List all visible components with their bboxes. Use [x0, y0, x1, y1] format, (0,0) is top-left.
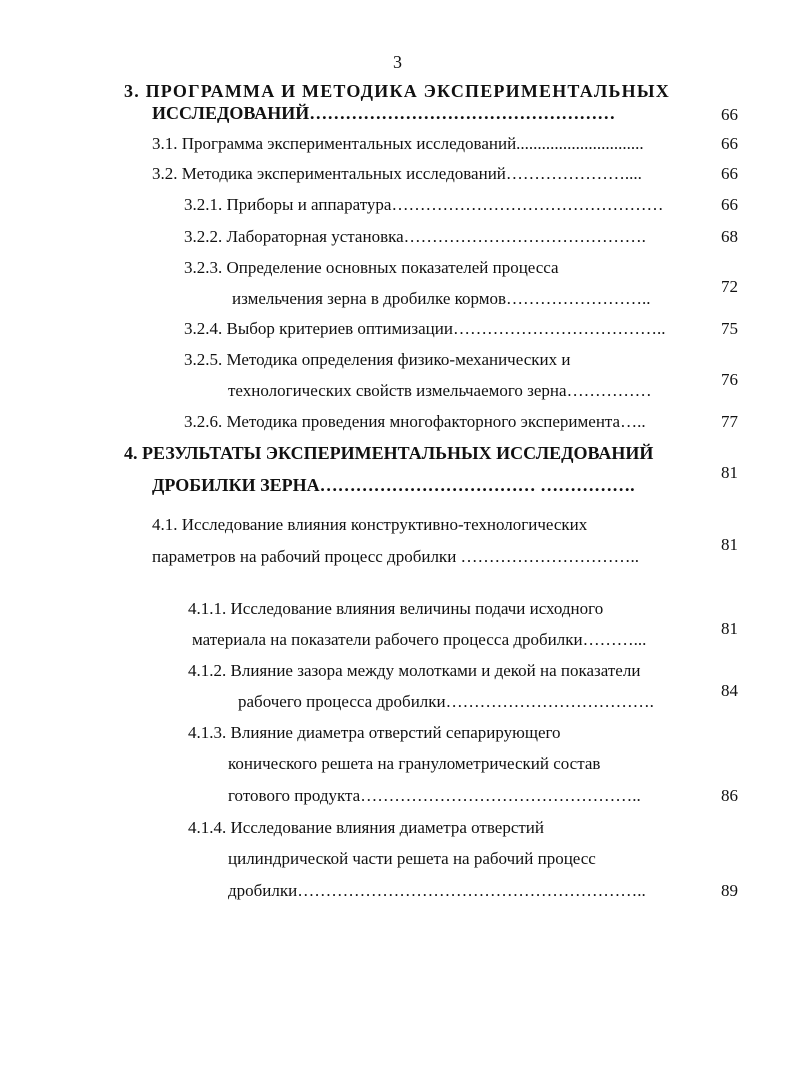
- toc-entry-3-2-5-page: 76: [721, 370, 738, 389]
- toc-entry-3-2-5-line2: технологических свойств измельчаемого зерна……………: [228, 381, 652, 400]
- toc-entry-4-1-3-page: 86: [721, 786, 738, 805]
- toc-entry-3-2-6-page: 77: [721, 412, 738, 431]
- toc-entry-3-2-4: 3.2.4. Выбор критериев оптимизации………………………………..: [184, 319, 666, 338]
- toc-entry-4-1-line1: 4.1. Исследование влияния конструктивно-технологических: [152, 515, 588, 534]
- toc-entry-4-1-line2: параметров на рабочий процесс дробилки …………………………..: [152, 547, 640, 566]
- toc-entry-4-1-4-line1: 4.1.4. Исследование влияния диаметра отверстий: [188, 818, 545, 837]
- toc-entry-4-1-2-line2: рабочего процесса дробилки……………………………….: [238, 692, 654, 711]
- toc-entry-3-2: 3.2. Методика экспериментальных исследований…………………....: [152, 164, 642, 183]
- toc-entry-3-2-2-page: 68: [721, 227, 738, 246]
- toc-entry-3-title-line1: 3. ПРОГРАММА И МЕТОДИКА ЭКСПЕРИМЕНТАЛЬНЫХ: [124, 81, 670, 101]
- toc-entry-3-title-line2: ИССЛЕДОВАНИЙ……………………………………………: [152, 103, 616, 123]
- toc-entry-3-2-5-line1: 3.2.5. Методика определения физико-механических и: [184, 350, 571, 369]
- toc-entry-4-1-3-line3: готового продукта…………………………………………..: [228, 786, 641, 805]
- toc-entry-3-2-page: 66: [721, 164, 738, 183]
- toc-entry-3-2-6: 3.2.6. Методика проведения многофакторного эксперимента…..: [184, 412, 646, 431]
- toc-entry-4-1-4-line2: цилиндрической части решета на рабочий процесс: [228, 849, 596, 868]
- toc-entry-4-title-line1: 4. РЕЗУЛЬТАТЫ ЭКСПЕРИМЕНТАЛЬНЫХ ИССЛЕДОВАНИЙ: [124, 443, 654, 463]
- toc-entry-3-2-1: 3.2.1. Приборы и аппаратура…………………………………………: [184, 195, 664, 214]
- toc-entry-3-1-page: 66: [721, 134, 738, 153]
- toc-entry-4-page: 81: [721, 463, 738, 482]
- toc-entry-3-2-4-page: 75: [721, 319, 738, 338]
- toc-entry-3-2-3-page: 72: [721, 277, 738, 296]
- toc-entry-4-1-2-line1: 4.1.2. Влияние зазора между молотками и декой на показатели: [188, 661, 641, 680]
- toc-entry-4-1-3-line2: конического решета на гранулометрический состав: [228, 754, 601, 773]
- toc-entry-4-1-1-line1: 4.1.1. Исследование влияния величины подачи исходного: [188, 599, 604, 618]
- toc-entry-4-1-4-line3: дробилки……………………………………………………..: [228, 881, 646, 900]
- toc-entry-4-1-1-page: 81: [721, 619, 738, 638]
- toc-entry-3-2-1-page: 66: [721, 195, 738, 214]
- toc-entry-4-1-page: 81: [721, 535, 738, 554]
- toc-entry-3-page: 66: [721, 105, 738, 124]
- toc-entry-3-2-3-line1: 3.2.3. Определение основных показателей процесса: [184, 258, 559, 277]
- toc-entry-4-1-1-line2: материала на показатели рабочего процесса дробилки………...: [192, 630, 647, 649]
- toc-entry-4-title-line2: ДРОБИЛКИ ЗЕРНА……………………………… …………….: [152, 475, 635, 495]
- page-number: 3: [393, 52, 402, 72]
- toc-entry-3-1: 3.1. Программа экспериментальных исследований..............................: [152, 134, 644, 153]
- toc-entry-4-1-3-line1: 4.1.3. Влияние диаметра отверстий сепарирующего: [188, 723, 561, 742]
- toc-entry-3-2-2: 3.2.2. Лабораторная установка…………………………………….: [184, 227, 646, 246]
- toc-entry-3-2-3-line2: измельчения зерна в дробилке кормов……………………..: [232, 289, 651, 308]
- toc-entry-4-1-4-page: 89: [721, 881, 738, 900]
- toc-entry-4-1-2-page: 84: [721, 681, 738, 700]
